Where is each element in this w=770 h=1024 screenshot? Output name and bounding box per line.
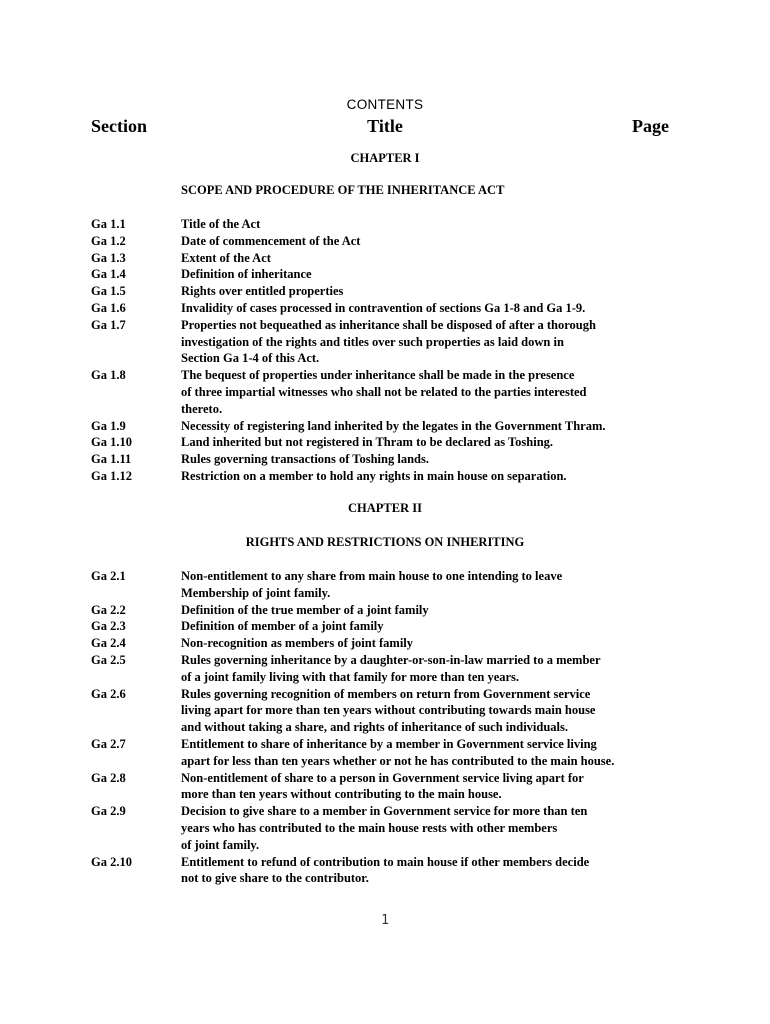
- section-title: Non-recognition as members of joint family: [181, 636, 414, 651]
- toc-entry: [91, 317, 691, 367]
- section-title: Entitlement to share of inheritance by a member in Government service living apart for less than ten years whether or not he has contributed to the main house.: [181, 736, 615, 768]
- section-number: Ga 1.10: [91, 435, 132, 450]
- toc-entry: [91, 367, 691, 417]
- toc-entry: [91, 216, 691, 233]
- toc-entry: [91, 618, 691, 635]
- section-title: Date of commencement of the Act: [181, 233, 361, 248]
- section-number: Ga 2.1: [91, 569, 126, 583]
- page-number: 1: [381, 913, 389, 928]
- section-number: Ga 1.11: [91, 452, 132, 467]
- toc-entry: [91, 686, 691, 736]
- section-title: Non-entitlement of share to a person in Government service living apart for more than ten years without contributing to the main house.: [181, 770, 584, 802]
- section-number: Ga 1.8: [91, 368, 126, 383]
- section-title: Non-entitlement to any share from main house to one intending to leave Membership of joint family.: [181, 569, 563, 600]
- section-number: Ga 1.3: [91, 250, 126, 265]
- toc-entry: [91, 434, 691, 451]
- section-number: Ga 2.6: [91, 686, 126, 701]
- section-title: Restriction on a member to hold any rights in main house on separation.: [181, 468, 567, 483]
- section-number: Ga 1.6: [91, 300, 126, 315]
- toc-entry: [91, 300, 691, 317]
- toc-entry: [91, 451, 691, 468]
- section-column-header: Section: [91, 116, 147, 136]
- toc-entry: [91, 250, 691, 267]
- section-title: Entitlement to refund of contribution to main house if other members decide not to give share to the contributor.: [181, 854, 590, 886]
- section-number: Ga 2.8: [91, 770, 126, 785]
- section-title: Rules governing recognition of members on return from Government service living apart for more than ten years without contributing towards main house and without taking a share, and rights of inheritance of such individuals.: [181, 686, 596, 735]
- toc-entry: [91, 418, 691, 435]
- toc-entry: [91, 266, 691, 283]
- contents-label: CONTENTS: [346, 97, 424, 112]
- section-number: Ga 1.5: [91, 284, 126, 299]
- chapter-2-heading: RIGHTS AND RESTRICTIONS ON INHERITING: [245, 535, 525, 549]
- title-column-header: Title: [367, 116, 403, 136]
- section-number: Ga 1.1: [91, 217, 126, 231]
- toc-entry: [91, 568, 691, 602]
- section-title: Definition of the true member of a joint family: [181, 602, 429, 617]
- section-number: Ga 1.12: [91, 468, 132, 483]
- section-title: The bequest of properties under inheritance shall be made in the presence of three impartial witnesses who shall not be related to the parties interested thereto.: [181, 368, 587, 416]
- section-title: Rules governing inheritance by a daughter-or-son-in-law married to a member of a joint family living with that family for more than ten years.: [181, 652, 601, 684]
- section-title: Definition of member of a joint family: [181, 619, 384, 634]
- page-column-header: Page: [632, 116, 669, 136]
- chapter-1-label: CHAPTER I: [350, 151, 420, 165]
- section-title: Invalidity of cases processed in contravention of sections Ga 1-8 and Ga 1-9.: [181, 300, 586, 315]
- section-title: Decision to give share to a member in Government service for more than ten years who has contributed to the main house rests with other members of joint family.: [181, 804, 588, 852]
- toc-entry: [91, 283, 691, 300]
- section-number: Ga 2.9: [91, 804, 126, 819]
- section-number: Ga 2.2: [91, 602, 126, 617]
- toc-entry: [91, 736, 691, 770]
- section-title: Title of the Act: [181, 217, 261, 231]
- toc-entry: [91, 854, 691, 888]
- section-number: Ga 2.4: [91, 636, 126, 651]
- chapter-2-label: CHAPTER II: [348, 501, 422, 515]
- section-title: Rights over entitled properties: [181, 284, 344, 299]
- section-number: Ga 2.7: [91, 736, 126, 751]
- toc-entry: [91, 652, 691, 686]
- section-title: Extent of the Act: [181, 250, 271, 265]
- chapter-1-entries: [91, 216, 691, 485]
- toc-entry: [91, 468, 691, 485]
- chapter-1-heading: SCOPE AND PROCEDURE OF THE INHERITANCE ACT: [181, 183, 505, 197]
- section-title: Land inherited but not registered in Thram to be declared as Toshing.: [181, 435, 554, 450]
- toc-entry: [91, 803, 691, 853]
- section-number: Ga 2.10: [91, 854, 132, 869]
- section-number: Ga 1.7: [91, 317, 126, 332]
- toc-entry: [91, 233, 691, 250]
- section-number: Ga 2.5: [91, 652, 126, 667]
- section-number: Ga 1.4: [91, 267, 126, 282]
- section-number: Ga 1.9: [91, 418, 126, 433]
- section-number: Ga 2.3: [91, 619, 126, 634]
- toc-entry: [91, 602, 691, 619]
- section-title: Necessity of registering land inherited by the legates in the Government Thram.: [181, 418, 606, 433]
- toc-entry: [91, 635, 691, 652]
- section-title: Definition of inheritance: [181, 267, 312, 282]
- section-title: Rules governing transactions of Toshing lands.: [181, 452, 429, 467]
- toc-entry: [91, 770, 691, 804]
- section-title: Properties not bequeathed as inheritance shall be disposed of after a thorough investigation of the rights and titles over such properties as laid down in Section Ga 1-4 of this Act.: [181, 317, 596, 366]
- chapter-2-entries: [91, 568, 691, 887]
- section-number: Ga 1.2: [91, 233, 126, 248]
